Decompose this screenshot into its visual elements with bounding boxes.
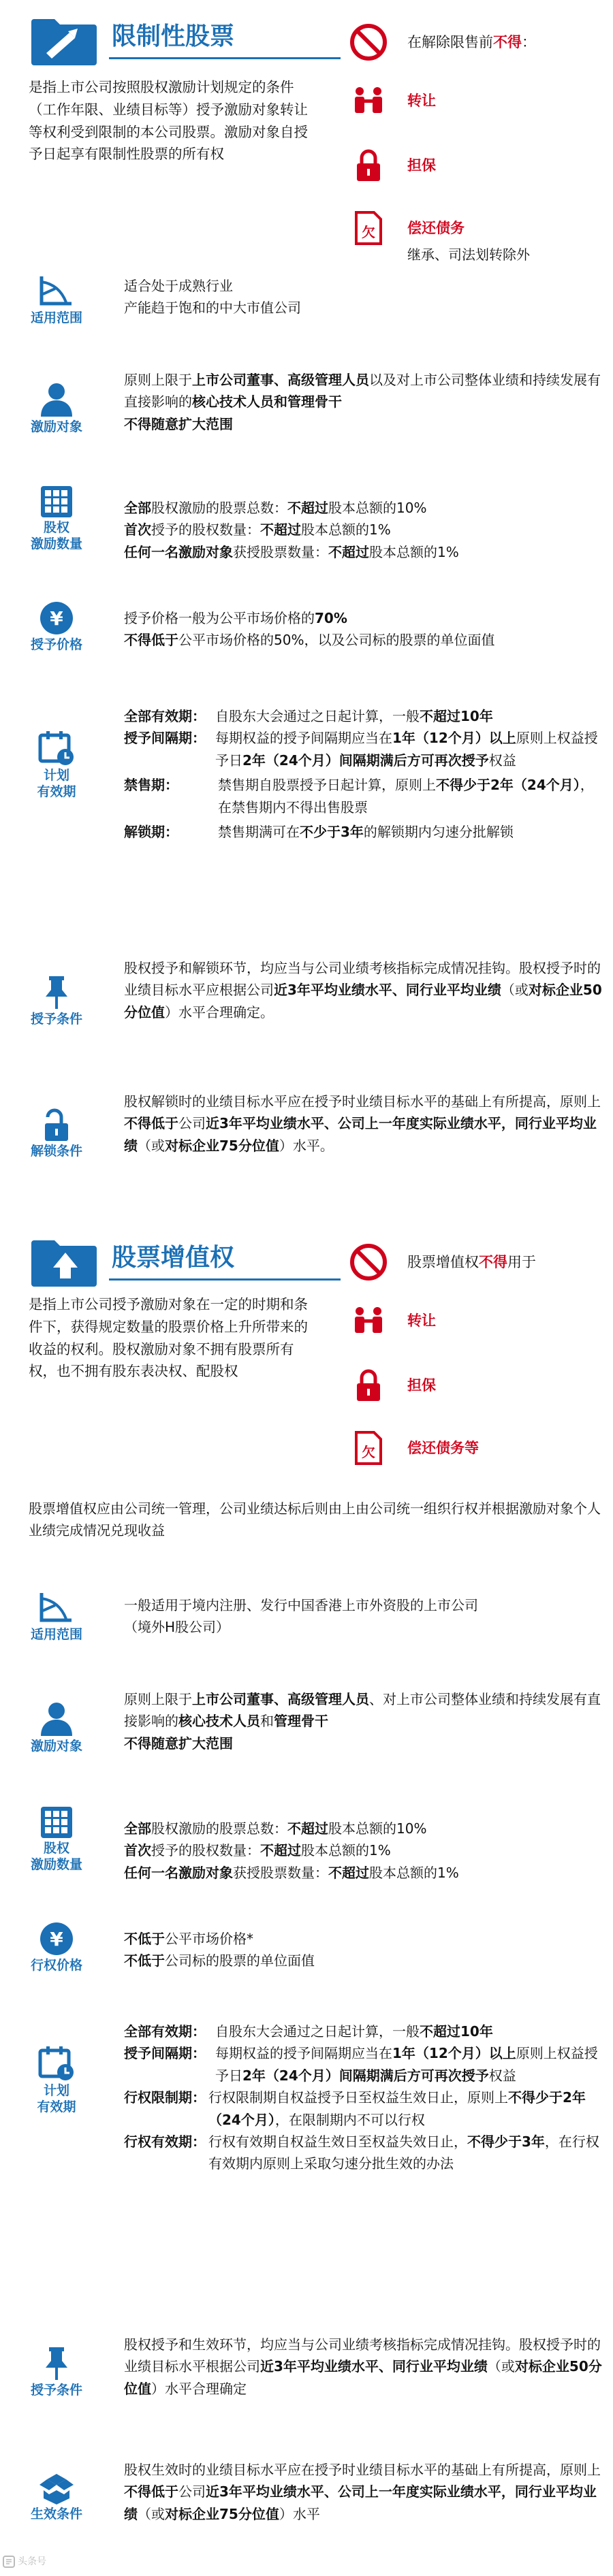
qty-emph: 不超过 xyxy=(328,543,369,560)
unlock-text: ）水平。 xyxy=(279,1137,334,1154)
price-emph: 70% xyxy=(315,610,347,626)
quantity-label: 激励数量 xyxy=(30,536,82,551)
validity-emph: 不得少于2年（24个月） xyxy=(208,2089,586,2128)
vest-emph: 近3年平均业绩水平、公司上一年度实际业绩水平，同行业平均业绩 xyxy=(124,2483,597,2522)
prohibit-label: 偿还债务等 xyxy=(407,1439,479,1456)
watermark xyxy=(3,2554,46,2570)
scope-icon xyxy=(36,274,77,309)
svg-text:¥: ¥ xyxy=(50,1928,63,1950)
section-title: 限制性股票 xyxy=(112,22,235,50)
validity-emph: 2年（24个月）间隔期满后方可再次授予 xyxy=(242,2067,489,2084)
restricted-prohibits xyxy=(349,14,608,265)
target-text: 原则上限于 xyxy=(124,1691,192,1707)
pin-icon xyxy=(40,975,74,1010)
scope-text: 适合处于成熟行业 xyxy=(124,278,233,294)
price-emph: 不低于 xyxy=(124,1952,165,1969)
section-title: 股票增值权 xyxy=(112,1244,235,1272)
qty-emph: 不超过 xyxy=(328,1864,369,1881)
validity-text: 禁售期自股票授予日起计算，原则上 xyxy=(218,777,436,794)
person-icon xyxy=(38,1701,75,1737)
validity-text: 行权有效期自权益生效日至权益失效日止， xyxy=(208,2133,467,2150)
svg-text:欠: 欠 xyxy=(362,224,375,240)
validity-row xyxy=(124,2087,603,2131)
qty-text: 获授股票数量： xyxy=(233,1864,328,1881)
price-label: 授予价格 xyxy=(30,637,82,652)
qty-emph: 不超过 xyxy=(287,1820,328,1837)
target-text: 以及对上市公司整体业绩和持续发展有直接影响的 xyxy=(124,372,601,410)
validity-row xyxy=(124,2020,603,2042)
unlock-text: 公司 xyxy=(178,1115,206,1132)
validity-key: 行权有效期： xyxy=(124,2133,206,2150)
svg-text:¥: ¥ xyxy=(50,607,63,630)
validity-key: 解锁期： xyxy=(124,823,178,840)
restricted-definition: 是指上市公司按照股权激励计划规定的条件（工作年限、业绩目标等）授予激励对象转让等权利受到限制的本公司股票。激励对象自授予日起享有限制性股票的所有权 xyxy=(29,79,308,163)
validity-emph: 不得少于3年 xyxy=(467,2133,545,2150)
price-text: 授予价格一般为公平市场价格的 xyxy=(124,610,315,626)
validity-text: 原则上权益授予日 xyxy=(215,730,598,769)
target-emph: 核心技术人员 xyxy=(178,1713,260,1730)
title-underline xyxy=(109,1278,341,1281)
validity-key: 全部有效期： xyxy=(124,708,206,724)
scope-text: 一般适用于境内注册、发行中国香港上市外资股的上市公司 xyxy=(124,1597,478,1613)
qty-text: 股本总额的1% xyxy=(301,521,391,538)
qty-text: 股本总额的10% xyxy=(328,500,427,516)
vest-text: 公司 xyxy=(178,2483,206,2500)
validity-text: ，在行权有效期内原则上采取匀速分批生效的办法 xyxy=(208,2133,599,2172)
qty-text: 股本总额的10% xyxy=(328,1820,427,1837)
target-label: 激励对象 xyxy=(30,1739,82,1754)
unlock-emph: 不得低于 xyxy=(124,1115,178,1132)
target-text: 、对上市公司整体业绩和持续发展有直接影响的 xyxy=(124,1691,601,1730)
transfer-icon xyxy=(351,86,386,116)
validity-emph: 不超过10年 xyxy=(420,708,493,724)
unlock-emph: 对标企业75分位值 xyxy=(165,1137,279,1154)
validity-key: 授予间隔期： xyxy=(124,2045,206,2062)
scope-text: 产能趋于饱和的中大市值公司 xyxy=(124,300,301,317)
target-emph: 管理骨干 xyxy=(274,1713,328,1730)
validity-text: 自股东大会通过之日起计算，一般 xyxy=(215,708,420,724)
sar-manage: 股票增值权应由公司统一管理，公司业绩达标后则由上由公司统一组织行权并根据激励对象个人业绩完成情况兑现收益 xyxy=(29,1500,601,1539)
target-emph: 核心技术人员和管理骨干 xyxy=(192,393,342,410)
pin-icon xyxy=(40,2346,74,2381)
target-emph: 不得随意扩大范围 xyxy=(124,415,233,432)
prohibit-colon: ： xyxy=(522,33,536,50)
unlock-text: 股权解锁时的业绩目标水平应在授予时业绩目标水平的基础上有所提高，原则上 xyxy=(124,1093,601,1110)
sar-definition: 是指上市公司授予激励对象在一定的时期和条件下，获得规定数量的股票价格上升所带来的收益的权利。股权激励对象不拥有股票所有权，也不拥有股东表决权、配股权 xyxy=(29,1296,308,1380)
prohibit-item xyxy=(349,86,436,116)
grant-emph: 对标企业50分位值 xyxy=(124,982,602,1020)
validity-label: 有效期 xyxy=(37,784,76,799)
lock-icon xyxy=(355,1368,382,1402)
debt-icon xyxy=(353,211,383,245)
calculator-icon xyxy=(40,1805,74,1839)
qty-emph: 任何一名激励对象 xyxy=(124,543,233,560)
price-text: 公平市场价格的50%，以及公司标的股票的单位面值 xyxy=(178,632,495,649)
toutiao-logo-icon xyxy=(3,2556,15,2568)
title-underline xyxy=(109,57,341,59)
scope-label: 适用范围 xyxy=(30,1627,82,1642)
yen-icon xyxy=(39,600,74,636)
folder-icon xyxy=(30,1234,101,1297)
qty-text: 股权激励的股票总数： xyxy=(151,1820,287,1837)
target-emph: 上市公司董事、高级管理人员 xyxy=(192,1691,369,1707)
prohibit-keyword: 不得 xyxy=(479,1253,507,1270)
grant-text: ）水平合理确定。 xyxy=(165,1003,274,1020)
vest-emph: 不得低于 xyxy=(124,2483,178,2500)
qty-emph: 全部 xyxy=(124,500,151,516)
validity-row xyxy=(124,774,603,818)
qty-emph: 不超过 xyxy=(260,1842,301,1859)
validity-emph: 2年（24个月）间隔期满后方可再次授予 xyxy=(242,752,489,769)
validity-key: 禁售期： xyxy=(124,777,178,794)
validity-key: 授予间隔期： xyxy=(124,730,206,747)
qty-text: 授予的股权数量： xyxy=(151,521,260,538)
yen-icon xyxy=(39,1921,74,1957)
prohibit-item xyxy=(349,1431,479,1465)
vest-label: 生效条件 xyxy=(30,2507,82,2522)
qty-text: 股本总额的1% xyxy=(369,543,459,560)
qty-emph: 不超过 xyxy=(287,500,328,516)
prohibit-intro-text: 在解除限售前 xyxy=(407,33,493,50)
qty-text: 获授股票数量： xyxy=(233,543,328,560)
vest-text: （或 xyxy=(138,2505,165,2522)
validity-text: ，在禁售期内不得出售股票 xyxy=(218,777,594,816)
box-icon xyxy=(38,2471,75,2505)
prohibit-item xyxy=(349,211,465,245)
qty-emph: 不超过 xyxy=(260,521,301,538)
validity-text: 每期权益的授予间隔期应当在 xyxy=(215,730,392,747)
target-text: 和 xyxy=(260,1713,274,1730)
prohibit-intro xyxy=(349,23,536,61)
validity-emph: 不超过10年 xyxy=(420,2023,493,2040)
vest-text: ）水平 xyxy=(279,2505,320,2522)
prohibit-label: 担保 xyxy=(407,157,436,174)
grant-label: 授予条件 xyxy=(30,1012,82,1027)
grant-text: 股权授予和生效环节，均应当与公司业绩考核指标完成情况挂钩。股权授予时的业绩目标水平根据公司 xyxy=(124,2336,601,2375)
validity-key: 全部有效期： xyxy=(124,2023,206,2040)
prohibit-note: 继承、司法划转除外 xyxy=(407,246,530,263)
prohibit-item xyxy=(349,1306,436,1336)
price-label: 行权价格 xyxy=(30,1958,82,1973)
qty-emph: 首次 xyxy=(124,1842,151,1859)
grant-text: 股权授予和解锁环节，均应当与公司业绩考核指标完成情况挂钩。股权授予时的业绩目标水平应根据公司 xyxy=(124,960,601,999)
validity-row xyxy=(124,2131,603,2175)
quantity-label: 激励数量 xyxy=(30,1856,82,1872)
vest-text: 股权生效时的业绩目标水平应在授予时业绩目标水平的基础上有所提高，原则上 xyxy=(124,2462,601,2478)
validity-text: 的解锁期内匀速分批解锁 xyxy=(363,823,514,840)
validity-emph: 不少于3年 xyxy=(300,823,364,840)
validity-emph: 1年（12个月）以上 xyxy=(392,730,516,747)
prohibit-intro-text: 股票增值权 xyxy=(407,1253,479,1270)
price-text: 公平市场价格* xyxy=(165,1931,253,1947)
prohibit-item xyxy=(349,148,436,182)
lock-icon xyxy=(355,148,382,182)
vest-emph: 对标企业75分位值 xyxy=(165,2505,279,2522)
price-text: 公司标的股票的单位面值 xyxy=(165,1952,315,1969)
qty-text: 授予的股权数量： xyxy=(151,1842,260,1859)
scope-icon xyxy=(36,1590,77,1626)
prohibit-item xyxy=(349,1368,436,1402)
validity-text: 原则上权益授予日 xyxy=(215,2045,598,2084)
scope-label: 适用范围 xyxy=(30,310,82,325)
qty-emph: 全部 xyxy=(124,1820,151,1837)
prohibit-label: 偿还债务 xyxy=(407,219,465,236)
debt-icon xyxy=(353,1431,383,1465)
qty-text: 股权激励的股票总数： xyxy=(151,500,287,516)
validity-key: 行权限制期： xyxy=(124,2089,206,2106)
qty-emph: 首次 xyxy=(124,521,151,538)
validity-label: 有效期 xyxy=(37,2099,76,2114)
unlock-text: （或 xyxy=(138,1137,165,1154)
price-emph: 不得低于 xyxy=(124,632,178,649)
price-emph: 不低于 xyxy=(124,1931,165,1947)
sar-prohibits xyxy=(349,1234,608,1472)
grant-emph: 近3年平均业绩水平、同行业平均业绩 xyxy=(274,982,501,999)
prohibit-label: 担保 xyxy=(407,1376,436,1394)
folder-icon xyxy=(30,12,101,76)
target-emph: 不得随意扩大范围 xyxy=(124,1735,233,1752)
validity-text: 禁售期满可在 xyxy=(218,823,300,840)
calendar-icon xyxy=(38,2045,75,2082)
grant-text: ）水平合理确定 xyxy=(151,2380,247,2397)
svg-text:欠: 欠 xyxy=(362,1444,375,1460)
validity-text: ，在限制期内不可以行权 xyxy=(274,2111,425,2128)
grant-text: （或 xyxy=(487,2358,515,2375)
calculator-icon xyxy=(40,485,74,519)
unlock-icon xyxy=(41,1108,72,1142)
scope-text: （境外H股公司） xyxy=(124,1619,230,1636)
qty-emph: 任何一名激励对象 xyxy=(124,1864,233,1881)
validity-text: 每期权益的授予间隔期应当在 xyxy=(215,2045,392,2062)
target-label: 激励对象 xyxy=(30,419,82,434)
person-icon xyxy=(38,381,75,418)
calendar-icon xyxy=(38,730,75,767)
validity-emph: 1年（12个月）以上 xyxy=(392,2045,516,2062)
quantity-label: 股权 xyxy=(43,1841,69,1856)
unlock-emph: 近3年平均业绩水平、公司上一年度实际业绩水平，同行业平均业绩 xyxy=(124,1115,597,1154)
grant-emph: 对标企业50分位值 xyxy=(124,2358,602,2397)
validity-text: 权益 xyxy=(488,2067,516,2084)
validity-row xyxy=(124,821,603,843)
grant-label: 授予条件 xyxy=(30,2383,82,2398)
qty-text: 股本总额的1% xyxy=(369,1864,459,1881)
prohibit-label: 转让 xyxy=(407,92,436,109)
validity-emph: 不得少于2年（24个月） xyxy=(436,777,580,794)
target-emph: 上市公司董事、高级管理人员 xyxy=(192,372,369,388)
no-sign-icon xyxy=(349,1243,388,1281)
target-text: 原则上限于 xyxy=(124,372,192,388)
transfer-icon xyxy=(351,1306,386,1336)
prohibit-intro xyxy=(349,1243,536,1281)
validity-row xyxy=(124,727,603,771)
watermark-text: 头条号 xyxy=(18,2556,46,2567)
quantity-label: 股权 xyxy=(43,520,69,535)
validity-text: 权益 xyxy=(488,752,516,769)
prohibit-keyword: 不得 xyxy=(493,33,522,50)
validity-row xyxy=(124,705,603,727)
grant-emph: 近3年平均业绩水平、同行业平均业绩 xyxy=(260,2358,488,2375)
unlock-label: 解锁条件 xyxy=(30,1144,82,1159)
validity-text: 自股东大会通过之日起计算，一般 xyxy=(215,2023,420,2040)
qty-text: 股本总额的1% xyxy=(301,1842,391,1859)
grant-text: （或 xyxy=(501,982,529,999)
validity-text: 行权限制期自权益授予日至权益生效日止，原则上 xyxy=(208,2089,508,2106)
validity-label: 计划 xyxy=(43,2083,69,2098)
validity-label: 计划 xyxy=(43,768,69,783)
validity-row xyxy=(124,2042,603,2087)
no-sign-icon xyxy=(349,23,388,61)
prohibit-label: 转让 xyxy=(407,1312,436,1329)
prohibit-intro-text: 用于 xyxy=(507,1253,536,1270)
